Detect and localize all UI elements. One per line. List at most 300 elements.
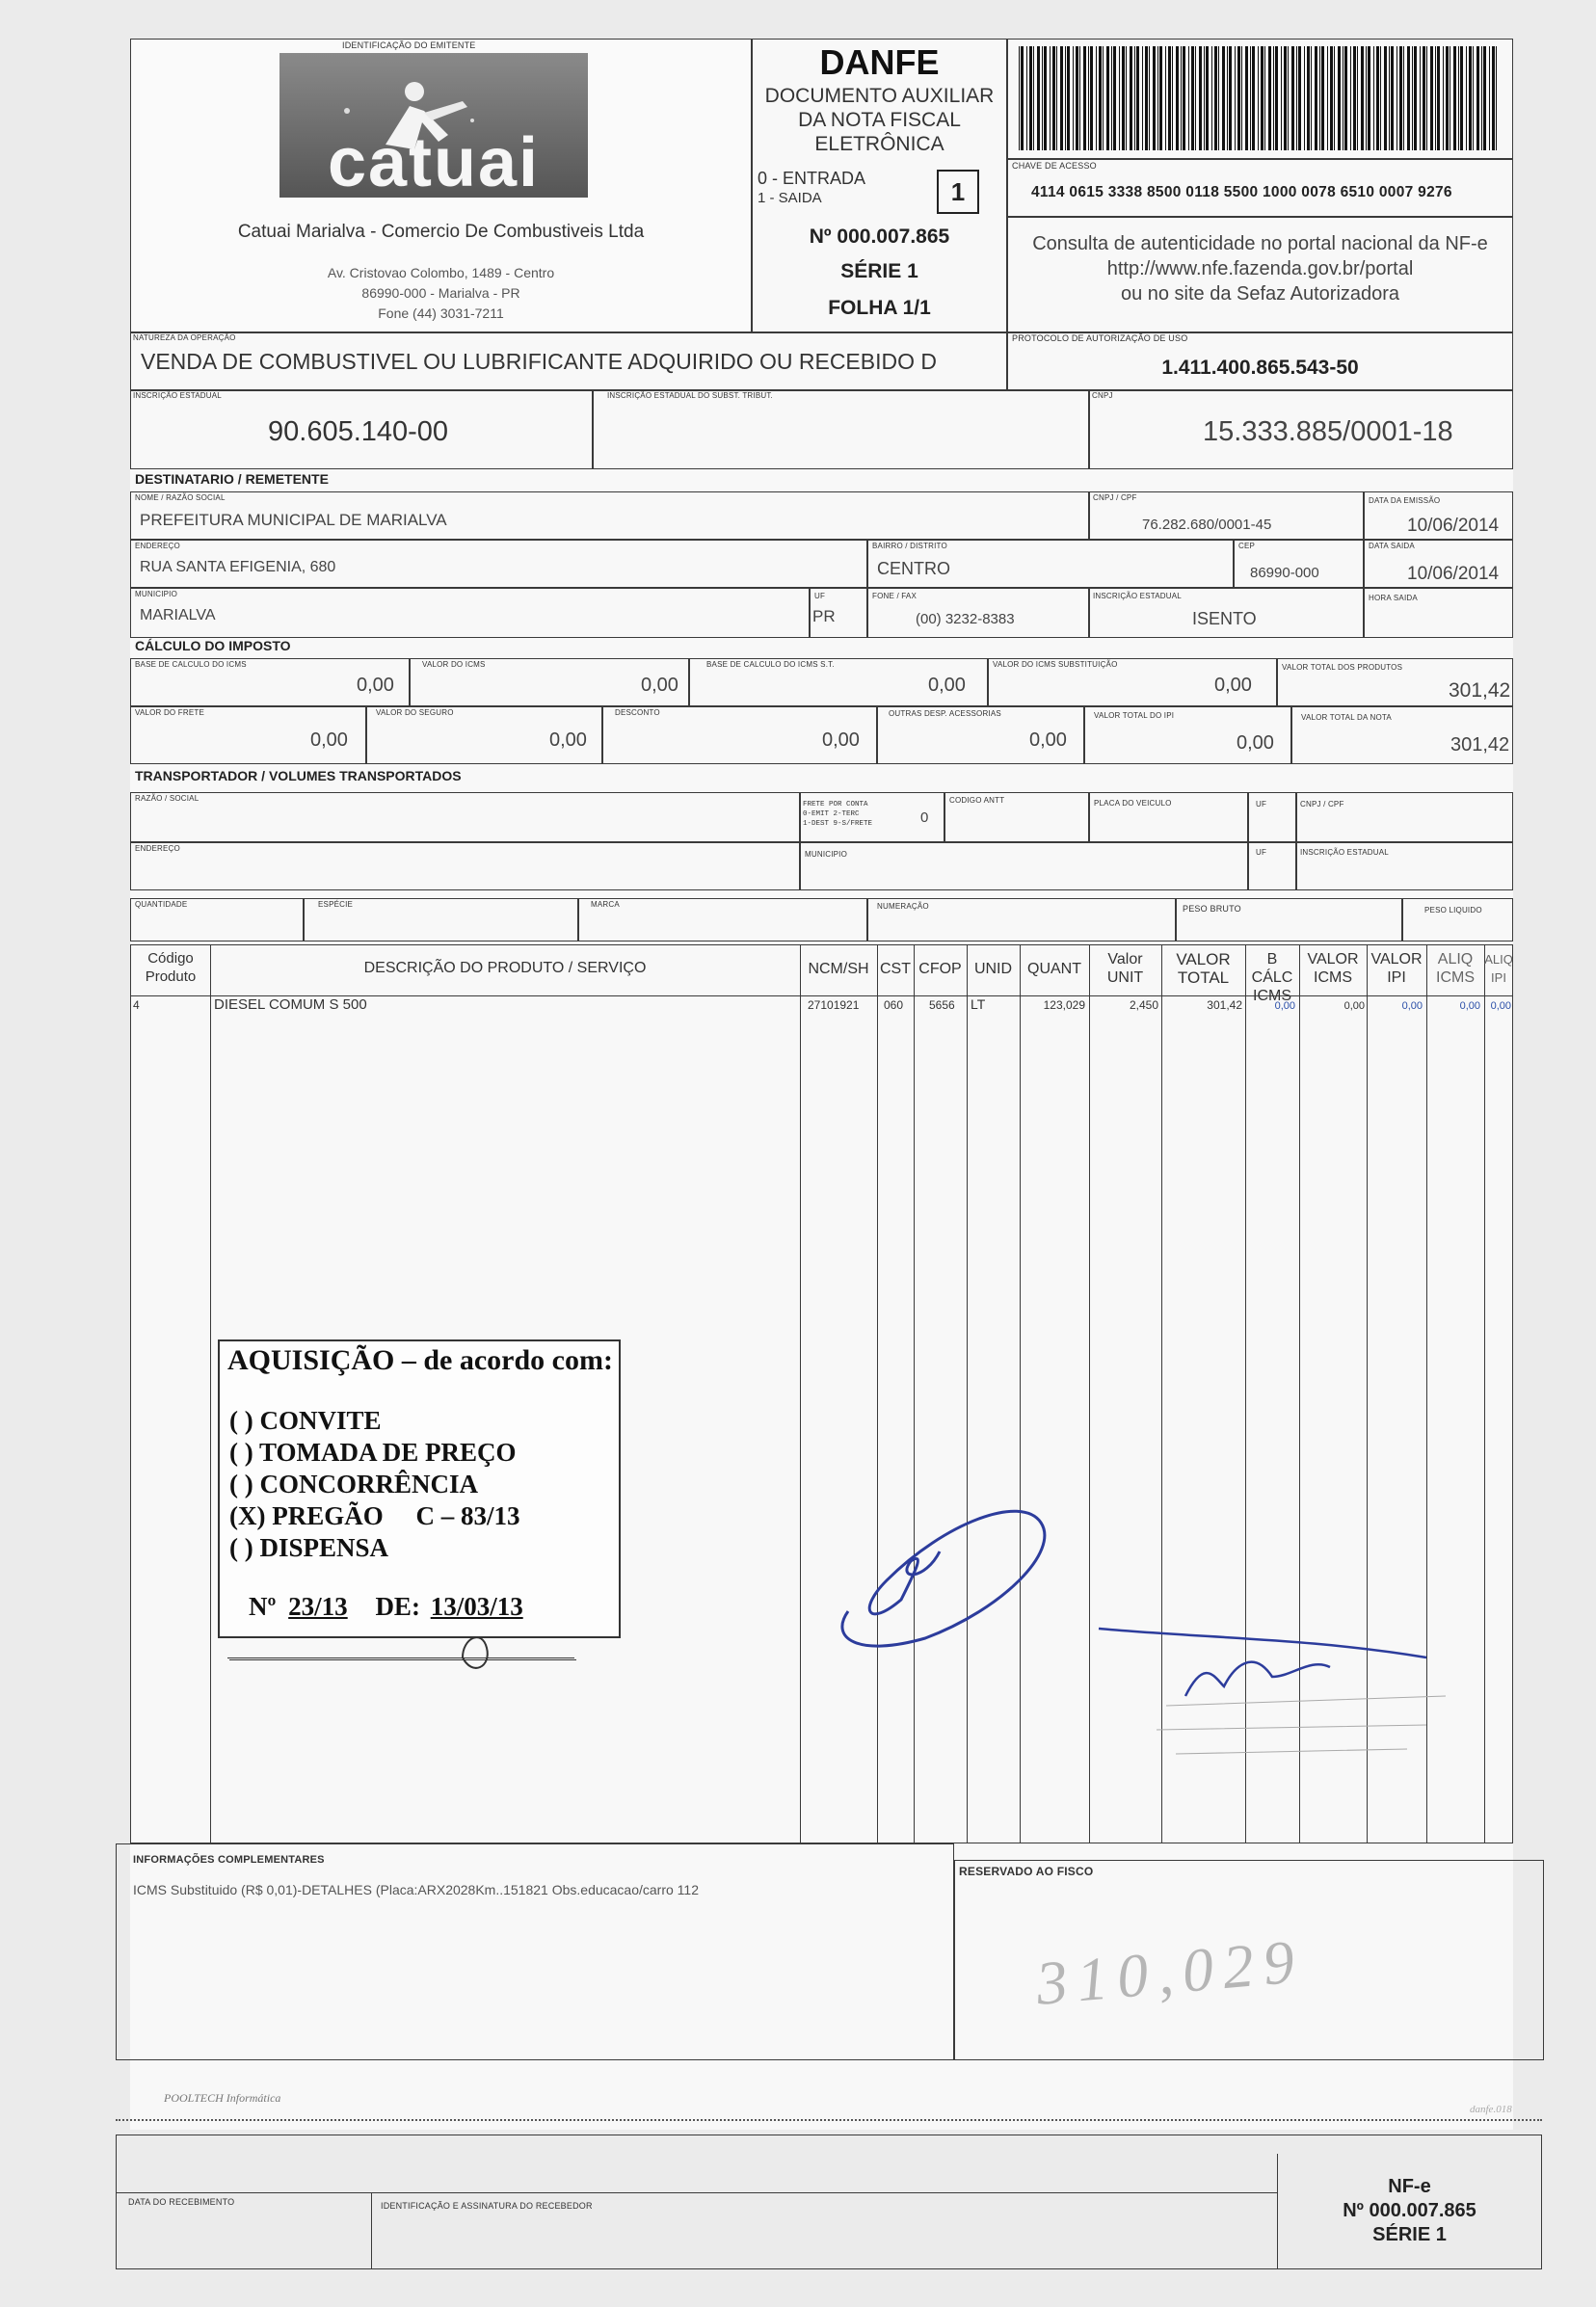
th-descricao: DESCRIÇÃO DO PRODUTO / SERVIÇO [363, 960, 647, 976]
barcode-bar [1206, 46, 1209, 150]
barcode-bar [1252, 46, 1255, 150]
base-icms-label: BASE DE CALCULO DO ICMS [135, 660, 247, 669]
barcode-bar [1319, 46, 1320, 150]
cnpj-value: 15.333.885/0001-18 [1203, 416, 1453, 447]
danfe-saida: 1 - SAIDA [758, 190, 822, 206]
transp-antt-label: CODIGO ANTT [949, 796, 1005, 805]
barcode-bar [1142, 46, 1143, 150]
stamp-bottom-line [227, 1657, 574, 1658]
emitente-address: Av. Cristovao Colombo, 1489 - Centro [327, 265, 555, 280]
total-produtos-value: 301,42 [1449, 679, 1511, 702]
row-ncm: 27101921 [808, 998, 860, 1012]
barcode-bar [1149, 46, 1150, 150]
barcode-bar [1350, 46, 1351, 150]
imposto-section: CÁLCULO DO IMPOSTO [135, 638, 291, 653]
th-aliq-ipi: ALIQ IPI [1484, 952, 1513, 985]
emitente-name: Catuai Marialva - Comercio De Combustiveis Ltda [237, 222, 645, 242]
stamp-numero: 23/13 [288, 1592, 348, 1621]
barcode-bar [1060, 46, 1063, 150]
barcode-bar [1466, 46, 1467, 150]
barcode-bar [1476, 46, 1479, 150]
consulta-line-1: Consulta de autenticidade no portal nacional da NF-e [1032, 233, 1488, 254]
th-quant: QUANT [1027, 961, 1081, 977]
barcode-bar [1275, 46, 1278, 150]
row-codigo: 4 [133, 998, 140, 1012]
barcode-bar [1291, 46, 1294, 150]
dest-emissao: 10/06/2014 [1407, 516, 1500, 536]
transportador-section: TRANSPORTADOR / VOLUMES TRANSPORTADOS [135, 768, 462, 783]
barcode-bar [1298, 46, 1301, 150]
th-valor-icms: VALOR ICMS [1307, 951, 1359, 986]
barcode-bar [1361, 46, 1364, 150]
barcode-bar [1307, 46, 1310, 150]
danfe-serie: SÉRIE 1 [840, 260, 918, 282]
th-valor-total: VALOR TOTAL [1176, 950, 1231, 987]
consulta-url[interactable]: http://www.nfe.fazenda.gov.br/portal [1106, 258, 1414, 279]
barcode-bar [1199, 46, 1202, 150]
barcode-bar [1235, 46, 1236, 150]
transp-ie-label: INSCRIÇÃO ESTADUAL [1300, 848, 1389, 857]
dest-hora-label: HORA SAIDA [1369, 594, 1418, 602]
logo-figure-icon [279, 53, 588, 198]
transp-numeracao-label: NUMERAÇÃO [877, 902, 929, 911]
dest-uf: PR [812, 607, 836, 625]
barcode-bar [1330, 46, 1333, 150]
th-unid: UNID [973, 961, 1013, 977]
transp-razao-box [130, 792, 800, 842]
barcode-bar [1099, 46, 1102, 150]
barcode-bar [1073, 46, 1074, 150]
barcode-bar [1019, 46, 1020, 150]
row-aliq-ipi: 0,00 [1490, 1000, 1511, 1012]
th-aliq-icms: ALIQ ICMS [1436, 951, 1475, 986]
ie-value: 90.605.140-00 [268, 416, 449, 447]
barcode-bar [1172, 46, 1173, 150]
dest-emissao-label: DATA DA EMISSÃO [1369, 496, 1441, 505]
frete-label-line-3: 1-DEST 9-S/FRETE [803, 820, 873, 828]
barcode-bar [1111, 46, 1112, 150]
valor-icms-value: 0,00 [641, 675, 678, 696]
danfe-subtitle-3: ELETRÔNICA [814, 133, 944, 155]
ie-st-label: INSCRIÇÃO ESTADUAL DO SUBST. TRIBUT. [607, 391, 773, 400]
barcode-bar [1446, 46, 1449, 150]
barcode-bar [1268, 46, 1271, 150]
transp-quant-label: QUANTIDADE [135, 900, 188, 909]
barcode-bar [1229, 46, 1232, 150]
emitente-phone: Fone (44) 3031-7211 [378, 305, 504, 321]
stamp-option-tomada: ( ) TOMADA DE PREÇO [229, 1438, 517, 1467]
dest-fone-label: FONE / FAX [872, 592, 918, 600]
barcode-bar [1366, 46, 1367, 150]
col-div-11 [1367, 944, 1368, 1843]
transp-uf-label: UF [1256, 800, 1267, 809]
chave-label: CHAVE DE ACESSO [1012, 161, 1097, 171]
barcode-bar [1136, 46, 1139, 150]
barcode-bar [1042, 46, 1043, 150]
protocolo-label: PROTOCOLO DE AUTORIZAÇÃO DE USO [1012, 333, 1188, 343]
stamp-numero-prefix: Nº [249, 1592, 277, 1621]
consulta-line-3: ou no site da Sefaz Autorizadora [1120, 283, 1400, 305]
th-valor-ipi: VALOR IPI [1370, 951, 1423, 986]
canhoto-data-label: DATA DO RECEBIMENTO [128, 2197, 235, 2207]
row-cst: 060 [884, 998, 904, 1012]
barcode-bar [1126, 46, 1127, 150]
barcode-bar [1079, 46, 1080, 150]
transp-marca-box [578, 898, 867, 941]
total-nota-label: VALOR TOTAL DA NOTA [1301, 713, 1392, 722]
canhoto-nfe: NF-e [1388, 2176, 1431, 2197]
stamp-de-prefix: DE: [375, 1592, 420, 1621]
dest-bairro: CENTRO [877, 559, 950, 578]
stamp-data: 13/03/13 [430, 1592, 523, 1621]
frete-label-line-2: 0-EMIT 2-TERC [803, 810, 860, 818]
barcode-bar [1311, 46, 1312, 150]
cnpj-label: CNPJ [1092, 391, 1113, 400]
danfe-subtitle-1: DOCUMENTO AUXILIAR [764, 85, 995, 107]
barcode-bar [1373, 46, 1374, 150]
col-div-9 [1245, 944, 1246, 1843]
row-valor-unit: 2,450 [1129, 998, 1158, 1012]
th-ncm: NCM/SH [808, 961, 869, 977]
cut-line [116, 2119, 1542, 2121]
dest-cnpj: 76.282.680/0001-45 [1142, 517, 1272, 533]
barcode-bar [1119, 46, 1120, 150]
barcode-bar [1130, 46, 1132, 150]
barcode-bar [1090, 46, 1093, 150]
barcode-bar [1273, 46, 1274, 150]
barcode-bar [1407, 46, 1410, 150]
canhoto-numero: Nº 000.007.865 [1343, 2200, 1476, 2221]
dest-endereco-label: ENDEREÇO [135, 542, 180, 550]
barcode-bar [1414, 46, 1417, 150]
barcode-bar [1353, 46, 1356, 150]
base-icms-st-value: 0,00 [928, 675, 966, 696]
footer-code: danfe.018 [1470, 2104, 1512, 2115]
catuai-logo [279, 53, 588, 198]
transp-placa-label: PLACA DO VEICULO [1094, 799, 1172, 808]
dest-municipio-label: MUNICIPIO [135, 590, 178, 598]
barcode-bar [1396, 46, 1397, 150]
dest-fone: (00) 3232-8383 [916, 611, 1015, 627]
th-bcalc-icms: B CÁLC ICMS [1251, 951, 1293, 1004]
barcode-bar [1357, 46, 1358, 150]
danfe-entrada: 0 - ENTRADA [758, 169, 866, 188]
barcode-bar [1327, 46, 1328, 150]
barcode-bar [1492, 46, 1495, 150]
frete-label-line-1: FRETE POR CONTA [803, 801, 868, 809]
stamp-signature-line [229, 1659, 576, 1660]
frete-label: VALOR DO FRETE [135, 708, 204, 717]
chave-value[interactable]: 4114 0615 3338 8500 0118 5500 1000 0078 6510 0007 9276 [1031, 184, 1452, 200]
col-div-2 [800, 944, 801, 1843]
th-codigo: Código Produto [145, 950, 197, 985]
destinatario-section: DESTINATARIO / REMETENTE [135, 471, 329, 487]
barcode-bar [1399, 46, 1402, 150]
emitente-section-label: IDENTIFICAÇÃO DO EMITENTE [342, 40, 476, 50]
barcode-bar [1145, 46, 1148, 150]
barcode-bar [1245, 46, 1248, 150]
total-produtos-label: VALOR TOTAL DOS PRODUTOS [1282, 663, 1403, 672]
stamp-option-pregao: (X) PREGÃO C – 83/13 [229, 1501, 520, 1530]
barcode-bar [1237, 46, 1240, 150]
dest-nome-label: NOME / RAZÃO SOCIAL [135, 493, 226, 502]
barcode-bar [1026, 46, 1027, 150]
desconto-label: DESCONTO [615, 708, 660, 717]
emitente-city: 86990-000 - Marialva - PR [361, 285, 520, 301]
barcode-bar [1067, 46, 1070, 150]
row-valor-icms: 0,00 [1343, 1000, 1365, 1012]
danfe-numero: Nº 000.007.865 [809, 225, 950, 248]
row-valor-ipi: 0,00 [1401, 1000, 1423, 1012]
barcode-bar [1083, 46, 1086, 150]
barcode-bar [1296, 46, 1297, 150]
dest-nome: PREFEITURA MUNICIPAL DE MARIALVA [140, 511, 447, 529]
transp-especie-label: ESPÉCIE [318, 900, 354, 909]
barcode-bar [1122, 46, 1125, 150]
ie-st-box [593, 390, 1089, 469]
col-div-6 [1020, 944, 1021, 1843]
transp-peso-bruto-label: PESO BRUTO [1183, 904, 1241, 914]
transp-razao-label: RAZÃO / SOCIAL [135, 794, 200, 803]
barcode-bar [1065, 46, 1066, 150]
barcode-bar [1153, 46, 1156, 150]
barcode-bar [1168, 46, 1171, 150]
barcode-bar [1426, 46, 1427, 150]
dest-cep-label: CEP [1238, 542, 1256, 550]
valor-icms-st-value: 0,00 [1214, 675, 1252, 696]
row-bcalc-icms: 0,00 [1274, 1000, 1295, 1012]
total-ipi-label: VALOR TOTAL DO IPI [1094, 711, 1175, 720]
barcode-bar [1443, 46, 1444, 150]
base-icms-st-label: BASE DE CALCULO DO ICMS S.T. [706, 660, 835, 669]
fisco-label: RESERVADO AO FISCO [959, 1865, 1094, 1878]
barcode-bar [1384, 46, 1387, 150]
barcode-bar [1473, 46, 1474, 150]
barcode-bar [1496, 46, 1497, 150]
danfe-subtitle-2: DA NOTA FISCAL [798, 109, 961, 131]
desconto-value: 0,00 [822, 729, 860, 751]
barcode-bar [1176, 46, 1179, 150]
barcode-bar [1264, 46, 1265, 150]
stamp-option-convite: ( ) CONVITE [229, 1406, 382, 1435]
valor-icms-label: VALOR DO ICMS [422, 660, 486, 669]
row-aliq-icms: 0,00 [1459, 1000, 1480, 1012]
barcode-bar [1033, 46, 1034, 150]
dest-bairro-label: BAIRRO / DISTRITO [872, 542, 947, 550]
dest-saida: 10/06/2014 [1407, 564, 1500, 584]
barcode-bar [1483, 46, 1486, 150]
barcode-bar [1368, 46, 1370, 150]
transp-uf2-label: UF [1256, 848, 1267, 857]
barcode-bar [1021, 46, 1024, 150]
col-div-13 [1484, 944, 1485, 1843]
barcode-bar [1076, 46, 1078, 150]
outras-desp-value: 0,00 [1029, 729, 1067, 751]
dest-ie: ISENTO [1192, 609, 1257, 628]
barcode-bar [1380, 46, 1381, 150]
natureza-value: VENDA DE COMBUSTIVEL OU LUBRIFICANTE ADQUIRIDO OU RECEBIDO D [141, 349, 938, 374]
col-div-10 [1299, 944, 1300, 1843]
dest-municipio: MARIALVA [140, 607, 216, 623]
dest-uf-label: UF [814, 592, 826, 600]
barcode-bar [1241, 46, 1242, 150]
barcode-bar [1344, 46, 1347, 150]
seguro-label: VALOR DO SEGURO [376, 708, 454, 717]
barcode-bar [1204, 46, 1205, 150]
col-div-12 [1426, 944, 1427, 1843]
barcode-bar [1403, 46, 1404, 150]
barcode-bar [1195, 46, 1196, 150]
stamp-numero-line [249, 1592, 523, 1622]
barcode-bar [1261, 46, 1264, 150]
frete-value: 0,00 [310, 729, 348, 751]
barcode-bar [1181, 46, 1182, 150]
base-icms-value: 0,00 [357, 675, 394, 696]
row-valor-total: 301,42 [1207, 998, 1242, 1012]
barcode-bar [1106, 46, 1109, 150]
canhoto-serie: SÉRIE 1 [1372, 2224, 1447, 2245]
dest-municipio-box [130, 588, 810, 638]
outras-desp-label: OUTRAS DESP. ACESSORIAS [889, 709, 1001, 718]
barcode-bar [1288, 46, 1289, 150]
barcode-bar [1159, 46, 1162, 150]
ie-label: INSCRIÇÃO ESTADUAL [133, 391, 222, 400]
stamp-option-concorrencia: ( ) CONCORRÊNCIA [229, 1470, 478, 1498]
barcode-bar [1460, 46, 1463, 150]
barcode-bar [1321, 46, 1324, 150]
barcode-bar [1050, 46, 1051, 150]
col-div-7 [1089, 944, 1090, 1843]
barcode-bar [1029, 46, 1032, 150]
danfe-title: DANFE [819, 42, 940, 82]
barcode-bar [1227, 46, 1228, 150]
barcode-bar [1188, 46, 1189, 150]
barcode-graphic [1017, 46, 1503, 150]
seguro-value: 0,00 [549, 729, 587, 751]
natureza-label: NATUREZA DA OPERAÇÃO [133, 333, 236, 342]
col-div-4 [914, 944, 915, 1843]
barcode-bar [1437, 46, 1440, 150]
barcode-bar [1056, 46, 1057, 150]
total-ipi-value: 0,00 [1237, 732, 1274, 754]
transp-municipio-box [800, 842, 1248, 890]
barcode-bar [1284, 46, 1287, 150]
transp-endereco-box [130, 842, 800, 890]
footer-software: POOLTECH Informática [164, 2091, 281, 2105]
barcode-bar [1134, 46, 1135, 150]
barcode-bar [1281, 46, 1282, 150]
canhoto-vdiv-1 [371, 2192, 372, 2269]
transp-municipio-label: MUNICIPIO [805, 850, 848, 859]
barcode-bar [1165, 46, 1166, 150]
barcode-bar [1250, 46, 1251, 150]
barcode-bar [1044, 46, 1047, 150]
col-div-1 [210, 944, 211, 1843]
row-unid: LT [971, 996, 986, 1012]
transp-peso-liquido-box [1402, 898, 1513, 941]
transp-frete-label [803, 800, 872, 829]
col-div-5 [967, 944, 968, 1843]
th-cst: CST [880, 961, 911, 977]
barcode-bar [1389, 46, 1390, 150]
barcode-bar [1052, 46, 1055, 150]
barcode-bar [1469, 46, 1472, 150]
info-label: INFORMAÇÕES COMPLEMENTARES [133, 1854, 325, 1866]
transp-frete-value: 0 [920, 809, 929, 826]
logo-text: catuai [327, 124, 541, 198]
transp-peso-liquido-label: PESO LIQUIDO [1424, 906, 1482, 915]
barcode-bar [1430, 46, 1433, 150]
transp-endereco-label: ENDEREÇO [135, 844, 180, 853]
row-descricao: DIESEL COMUM S 500 [214, 996, 367, 1013]
barcode-bar [1334, 46, 1335, 150]
barcode-bar [1218, 46, 1219, 150]
barcode-bar [1338, 46, 1341, 150]
canhoto-ident-label: IDENTIFICAÇÃO E ASSINATURA DO RECEBEDOR [381, 2201, 593, 2211]
aquisicao-stamp [218, 1339, 621, 1638]
barcode-bar [1088, 46, 1089, 150]
barcode [1017, 46, 1503, 150]
valor-icms-st-label: VALOR DO ICMS SUBSTITUIÇÃO [993, 660, 1118, 669]
barcode-bar [1412, 46, 1413, 150]
dest-saida-label: DATA SAIDA [1369, 542, 1415, 550]
dest-ie-label: INSCRIÇÃO ESTADUAL [1093, 592, 1182, 600]
barcode-bar [1423, 46, 1425, 150]
danfe-folha: FOLHA 1/1 [828, 297, 931, 319]
barcode-bar [1458, 46, 1459, 150]
col-div-3 [877, 944, 878, 1843]
info-text: ICMS Substituido (R$ 0,01)-DETALHES (Placa:ARX2028Km..151821 Obs.educacao/carro 112 [133, 1882, 699, 1897]
total-nota-value: 301,42 [1450, 734, 1510, 756]
barcode-bar [1258, 46, 1259, 150]
barcode-bar [1481, 46, 1482, 150]
dest-cep: 86990-000 [1250, 565, 1319, 581]
stamp-option-dispensa: ( ) DISPENSA [229, 1533, 389, 1562]
barcode-bar [1183, 46, 1185, 150]
barcode-bar [1489, 46, 1490, 150]
stamp-title: AQUISIÇÃO – de acordo com: [227, 1344, 613, 1376]
barcode-bar [1214, 46, 1217, 150]
row-quant: 123,029 [1043, 998, 1085, 1012]
transp-marca-label: MARCA [591, 900, 620, 909]
barcode-bar [1453, 46, 1456, 150]
row-cfop: 5656 [929, 998, 955, 1012]
barcode-bar [1222, 46, 1225, 150]
th-cfop: CFOP [918, 961, 962, 977]
barcode-bar [1096, 46, 1097, 150]
barcode-bar [1157, 46, 1158, 150]
barcode-bar [1420, 46, 1421, 150]
danfe-tipo-box: 1 [937, 170, 979, 214]
th-valor-unit: Valor UNIT [1106, 951, 1144, 986]
info-box [116, 1843, 954, 2060]
col-div-8 [1161, 944, 1162, 1843]
barcode-bar [1435, 46, 1436, 150]
barcode-bar [1211, 46, 1212, 150]
canhoto-divider [116, 2192, 1277, 2193]
dest-endereco: RUA SANTA EFIGENIA, 680 [140, 559, 336, 575]
dest-cnpj-label: CNPJ / CPF [1093, 493, 1137, 502]
transp-cnpj-label: CNPJ / CPF [1300, 800, 1344, 809]
barcode-bar [1113, 46, 1116, 150]
barcode-bar [1304, 46, 1305, 150]
barcode-bar [1103, 46, 1104, 150]
barcode-bar [1037, 46, 1040, 150]
barcode-bar [1376, 46, 1379, 150]
barcode-bar [1191, 46, 1194, 150]
barcode-bar [1391, 46, 1394, 150]
fisco-handwritten: 310,029 [1033, 1926, 1307, 2018]
